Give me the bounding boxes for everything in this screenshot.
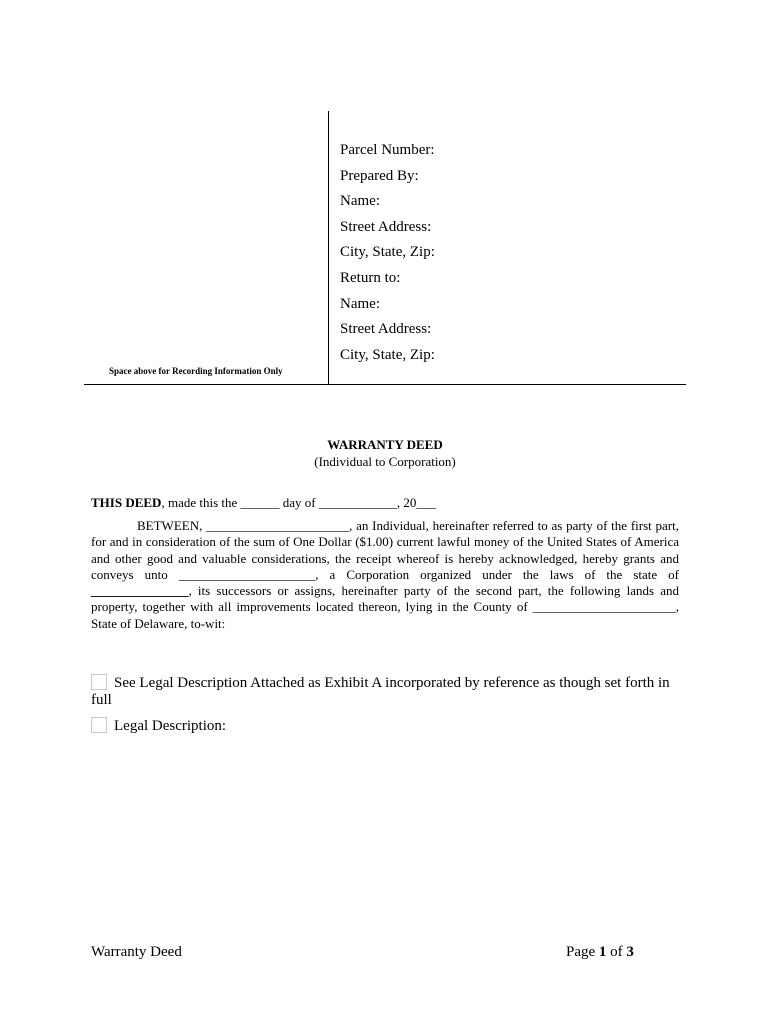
preparer-city-state-zip-label: City, State, Zip:	[340, 244, 435, 261]
deed-date-text: , made this the ______ day of ____________, 20___	[161, 495, 436, 510]
document-subtitle: (Individual to Corporation)	[314, 454, 456, 469]
conveyance-paragraph	[91, 518, 679, 632]
conveyance-text-part2: , its successors or assigns, hereinafter party of the second part, the following lands and property, together with all improvements located thereon, lying in the County of ______________________, State of Delaware, to-wit:	[91, 583, 679, 631]
page-label: Page	[566, 944, 599, 960]
return-street-address-label: Street Address:	[340, 321, 432, 338]
preparer-street-address-label: Street Address:	[340, 218, 432, 235]
legal-description-label: Legal Description:	[114, 718, 227, 734]
this-deed-lead: THIS DEED	[91, 495, 162, 510]
footer-page-number	[566, 944, 634, 961]
exhibit-a-option	[91, 674, 681, 709]
recording-horizontal-divider	[84, 384, 686, 385]
exhibit-a-label: See Legal Description Attached as Exhibit A incorporated by reference as though set forth in full	[91, 675, 670, 708]
legal-description-option	[91, 717, 681, 735]
return-name-label: Name:	[340, 295, 380, 312]
preparer-name-label: Name:	[340, 193, 380, 210]
recording-space-note: Space above for Recording Information Only	[109, 366, 283, 376]
page-current: 1	[598, 944, 607, 960]
document-title: WARRANTY DEED	[327, 437, 443, 452]
return-to-label: Return to:	[340, 269, 401, 286]
recording-fields-block	[340, 138, 435, 368]
legal-description-checkbox[interactable]	[91, 717, 107, 733]
parcel-number-label: Parcel Number:	[340, 142, 435, 158]
deed-date-line	[91, 495, 436, 511]
exhibit-a-checkbox[interactable]	[91, 674, 107, 690]
footer-document-name: Warranty Deed	[91, 944, 182, 960]
page-of: of	[606, 944, 627, 960]
state-blank: _______________	[91, 583, 189, 599]
page-total: 3	[626, 944, 634, 960]
return-city-state-zip-label: City, State, Zip:	[340, 346, 435, 363]
conveyance-text-part1: BETWEEN, ______________________, an Individual, hereinafter referred to as party of the first part, for and in consideration of the sum of One Dollar ($1.00) current lawful money of the United States of America and other good and valuable considerations, the receipt whereof is hereby acknowledged, hereby grants and conveys unto _____________________, a Corporation organized under the laws of the state of	[91, 518, 679, 582]
prepared-by-label: Prepared By:	[340, 167, 419, 184]
recording-vertical-divider	[328, 111, 329, 384]
